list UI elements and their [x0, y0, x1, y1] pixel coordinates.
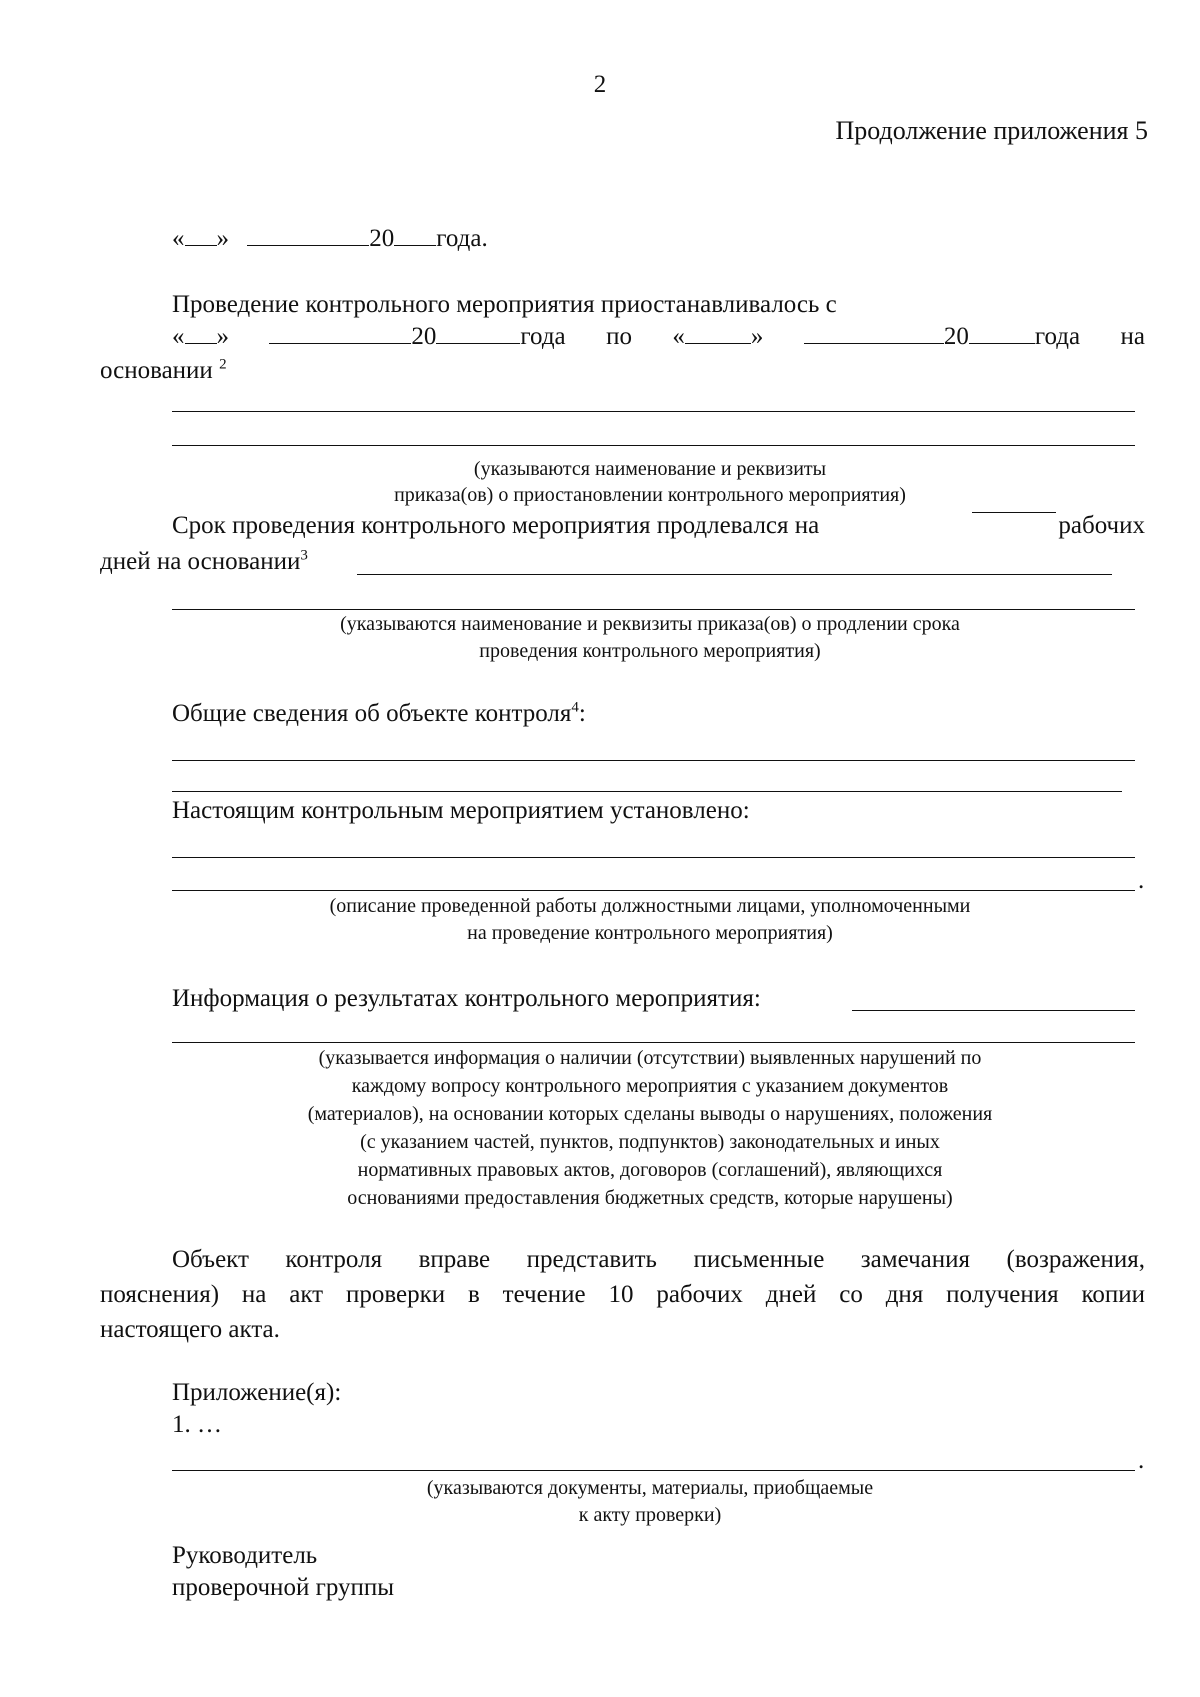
- page-number: 2: [593, 71, 607, 98]
- results-caption-5: нормативных правовых актов, договоров (соглашений), являющихся: [357, 1159, 943, 1181]
- day-blank[interactable]: [185, 244, 217, 246]
- month-blank[interactable]: [247, 244, 369, 246]
- suspension-to-month-blank[interactable]: [804, 342, 944, 344]
- general-info-line-2[interactable]: [172, 791, 1122, 792]
- date-line: « » 20 года.: [172, 225, 488, 252]
- signature-title-2: проверочной группы: [172, 1574, 395, 1601]
- suspension-from-year-blank[interactable]: [436, 342, 520, 344]
- attachments-heading: Приложение(я):: [172, 1379, 342, 1406]
- established-caption-1: (описание проведенной работы должностными лицами, уполномоченными: [329, 895, 971, 917]
- established-line-2[interactable]: [172, 890, 1135, 891]
- signature-title-1: Руководитель: [172, 1542, 318, 1569]
- suspension-intro: Проведение контрольного мероприятия приостанавливалось с: [172, 291, 837, 318]
- extension-basis-line-1[interactable]: [357, 574, 1112, 575]
- footnote-marker-2: 2: [219, 356, 227, 373]
- attachments-caption-2: к акту проверки): [578, 1504, 722, 1526]
- results-caption-3: (материалов), на основании которых сделаны выводы о нарушениях, положения: [307, 1103, 993, 1125]
- extension-days-blank[interactable]: [972, 511, 1056, 513]
- established-line-1[interactable]: [172, 857, 1135, 858]
- attachment-item-1: 1. …: [172, 1411, 222, 1438]
- results-line-2[interactable]: [172, 1042, 1135, 1043]
- objection-line-1: Объект контроля вправе представить письменные замечания (возражения,: [172, 1246, 1145, 1273]
- general-info-heading: Общие сведения об объекте контроля$^4$:: [172, 699, 586, 727]
- extension-basis-line-2[interactable]: [172, 609, 1135, 610]
- footnote-marker-3: 3: [300, 547, 308, 564]
- results-caption-2: каждому вопросу контрольного мероприятия с указанием документов: [351, 1075, 949, 1097]
- results-caption-1: (указывается информация о наличии (отсутствии) выявленных нарушений по: [318, 1047, 982, 1069]
- footnote-marker-4: 4: [571, 699, 579, 716]
- suspension-basis-line-1[interactable]: [172, 411, 1135, 412]
- objection-line-2: пояснения) на акт проверки в течение 10 рабочих дней со дня получения копии: [100, 1281, 1145, 1308]
- suspension-from-day-blank[interactable]: [185, 342, 217, 344]
- established-heading: Настоящим контрольным мероприятием установлено:: [172, 797, 750, 824]
- results-caption-6: основаниями предоставления бюджетных средств, которые нарушены): [347, 1187, 953, 1209]
- suspension-basis: основании $^2$: [100, 356, 227, 384]
- year-blank[interactable]: [394, 244, 436, 246]
- appendix-continuation: Продолжение приложения 5: [835, 116, 1148, 145]
- extension-caption-2: проведения контрольного мероприятия): [479, 640, 821, 662]
- suspension-basis-line-2[interactable]: [172, 445, 1135, 446]
- extension-line-1: Срок проведения контрольного мероприятия продлевался на рабочих: [172, 512, 1145, 539]
- extension-line-2: дней на основании$^3$: [100, 547, 308, 575]
- objection-line-3: настоящего акта.: [100, 1316, 280, 1343]
- extension-caption-1: (указываются наименование и реквизиты приказа(ов) о продлении срока: [340, 613, 960, 635]
- attachments-caption-1: (указываются документы, материалы, приобщаемые: [426, 1477, 874, 1499]
- general-info-line-1[interactable]: [172, 760, 1135, 761]
- results-heading: Информация о результатах контрольного мероприятия:: [172, 985, 761, 1012]
- established-caption-2: на проведение контрольного мероприятия): [467, 922, 833, 944]
- suspension-from-month-blank[interactable]: [269, 342, 411, 344]
- results-caption-4: (с указанием частей, пунктов, подпунктов) законодательных и иных: [360, 1131, 940, 1153]
- suspension-dates-line: « » 20 года по « » 20 года на: [172, 323, 1145, 350]
- suspension-to-year-blank[interactable]: [969, 342, 1035, 344]
- attachments-period: .: [1138, 1447, 1145, 1474]
- established-period: .: [1138, 867, 1145, 894]
- results-line-1[interactable]: [852, 1010, 1135, 1011]
- attachments-line[interactable]: [172, 1470, 1135, 1471]
- suspension-caption-2: приказа(ов) о приостановлении контрольного мероприятия): [394, 484, 906, 506]
- suspension-to-day-blank[interactable]: [685, 342, 751, 344]
- suspension-caption-1: (указываются наименование и реквизиты: [473, 458, 827, 480]
